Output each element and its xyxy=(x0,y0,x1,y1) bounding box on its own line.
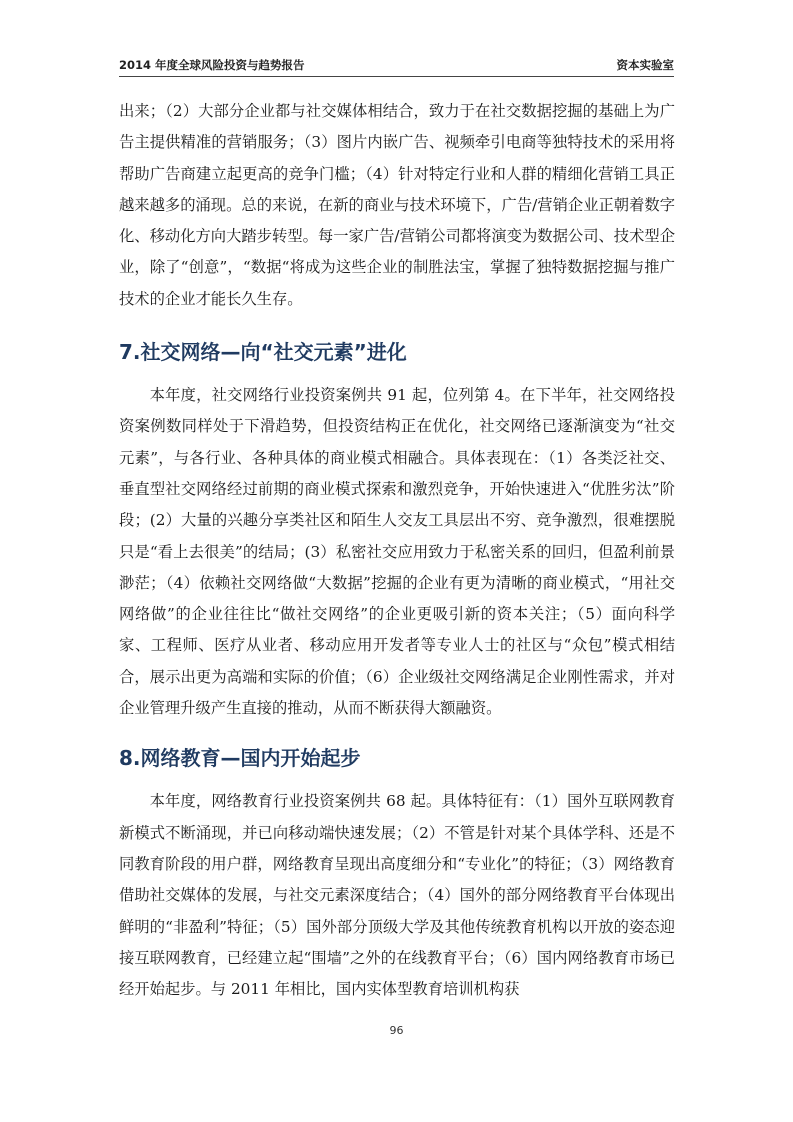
section-7-paragraph: 本年度，社交网络行业投资案例共 91 起，位列第 4。在下半年，社交网络投资案例数同样处于下滑趋势，但投资结构正在优化，社交网络已逐渐演变为“社交元素”，与各行业、各种具体的商业模式相融合。具体表现在：（1）各类泛社交、垂直型社交网络经过前期的商业模式探索和激烈竞争，开始快速进入“优胜劣汰”阶段；(2）大量的兴趣分享类社区和陌生人交友工具层出不穷、竞争激烈，很难摆脱只是“看上去很美”的结局；(3）私密社交应用致力于私密关系的回归，但盈利前景渺茫；（4）依赖社交网络做“大数据”挖掘的企业有更为清晰的商业模式，“用社交网络做”的企业往往比“做社交网络”的企业更吸引新的资本关注；（5）面向科学家、工程师、医疗从业者、移动应用开发者等专业人士的社区与“众包”模式相结合，展示出更为高端和实际的价值；（6）企业级社交网络满足企业刚性需求，并对企业管理升级产生直接的推动，从而不断获得大额融资。 xyxy=(119,386,675,718)
page-header xyxy=(119,55,674,75)
intro-paragraph: 出来；（2）大部分企业都与社交媒体相结合，致力于在社交数据挖掘的基础上为广告主提供精准的营销服务；（3）图片内嵌广告、视频牵引电商等独特技术的采用将帮助广告商建立起更高的竞争门槛；（4）针对特定行业和人群的精细化营销工具正越来越多的涌现。总的来说，在新的商业与技术环境下，广告/营销企业正朝着数字化、移动化方向大踏步转型。每一家广告/营销公司都将演变为数据公司、技术型企业，除了“创意”，“数据“将成为这些企业的制胜法宝，掌握了独特数据挖掘与推广技术的企业才能长久生存。 xyxy=(119,102,675,308)
section-8-paragraph: 本年度，网络教育行业投资案例共 68 起。具体特征有：（1）国外互联网教育新模式不断涌现，并已向移动端快速发展；（2）不管是针对某个具体学科、还是不同教育阶段的用户群，网络教育呈现出高度细分和“专业化”的特征；（3）网络教育借助社交媒体的发展，与社交元素深度结合；（4）国外的部分网络教育平台体现出鲜明的“非盈利”特征；（5）国外部分顶级大学及其他传统教育机构以开放的姿态迎接互联网教育，已经建立起“围墙”之外的在线教育平台；（6）国内网络教育市场已经开始起步。与 2011 年相比，国内实体型教育培训机构获 xyxy=(119,792,675,999)
publisher-name: 资本实验室 xyxy=(616,58,674,72)
page-number: 96 xyxy=(389,1024,404,1037)
header-divider xyxy=(119,76,674,77)
section-8-heading: 8.网络教育—国内开始起步 xyxy=(119,746,361,771)
report-title: 2014 年度全球风险投资与趋势报告 xyxy=(119,58,305,72)
section-7-heading: 7.社交网络—向“社交元素”进化 xyxy=(119,340,407,365)
page-body xyxy=(119,96,675,1005)
